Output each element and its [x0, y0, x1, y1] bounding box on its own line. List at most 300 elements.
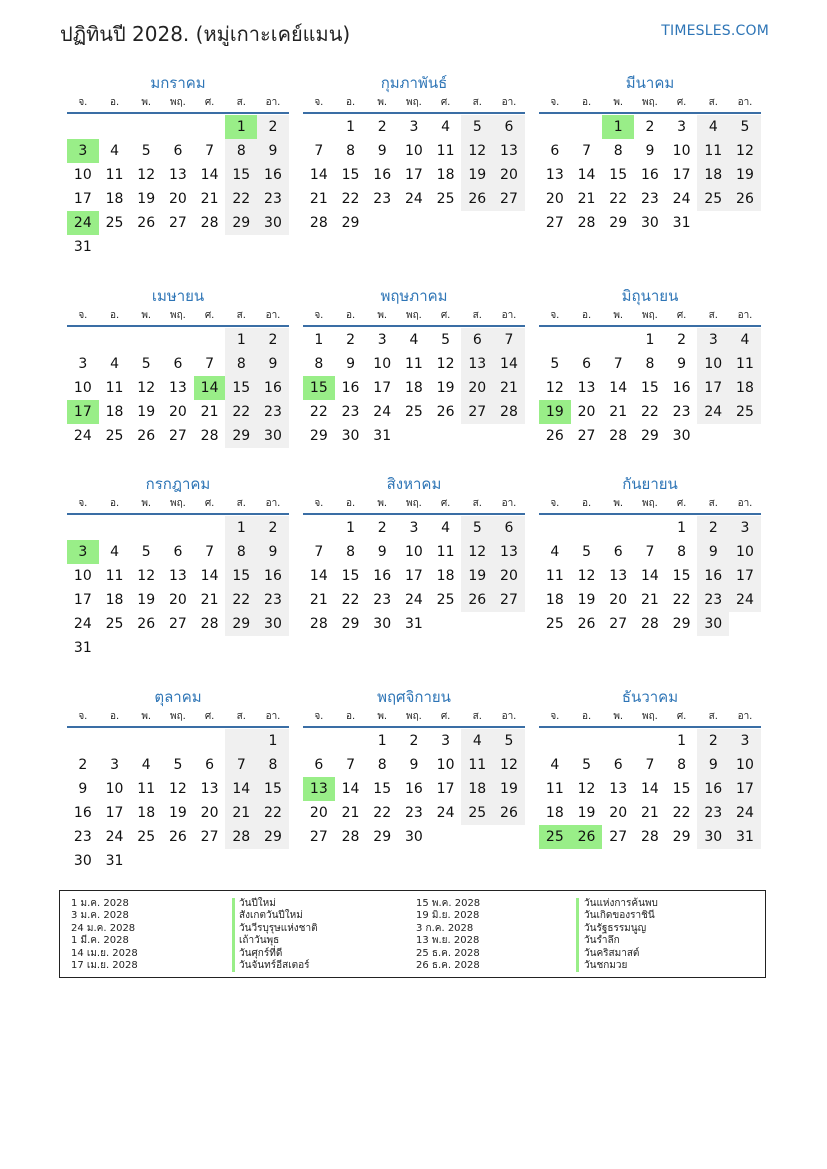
empty-cell	[729, 211, 761, 235]
day-cell: 19	[137, 404, 156, 420]
day-cell: 9	[78, 781, 88, 797]
day-cell: 17	[404, 167, 423, 183]
day-cell: 24	[729, 588, 761, 612]
day-cell: 7	[346, 757, 355, 773]
legend-name: วันจันทร์อีสเตอร์	[239, 960, 310, 972]
day-cell: 24	[404, 191, 423, 207]
weekday-header	[67, 307, 289, 327]
day-cell: 1	[346, 520, 355, 536]
day-cell: 27	[577, 428, 596, 444]
day-cell: 2	[257, 328, 289, 352]
day-cell: 15	[640, 380, 659, 396]
empty-cell	[162, 516, 194, 540]
empty-cell	[571, 328, 603, 352]
empty-cell	[257, 636, 289, 660]
day-cell: 6	[493, 516, 525, 540]
day-cell: 27	[168, 215, 187, 231]
day-cell: 15	[672, 568, 691, 584]
weekday-label: อ.	[345, 97, 356, 108]
day-cell: 18	[461, 777, 493, 801]
day-cell: 19	[168, 805, 187, 821]
day-cell: 4	[697, 115, 729, 139]
empty-cell	[461, 825, 493, 849]
day-grid	[67, 729, 289, 873]
empty-cell	[194, 235, 226, 259]
day-cell: 28	[577, 215, 596, 231]
legend-name: วันรัฐธรรมนูญ	[584, 922, 647, 934]
day-cell: 27	[545, 215, 564, 231]
legend-date: 19 มิ.ย. 2028	[416, 910, 480, 922]
empty-cell	[194, 729, 226, 753]
empty-cell	[430, 424, 462, 448]
month-block	[539, 686, 761, 849]
day-cell: 27	[309, 829, 328, 845]
day-cell: 14	[309, 568, 328, 584]
day-cell: 29	[609, 215, 628, 231]
legend-name: วันรำลึก	[584, 935, 620, 947]
weekday-label: อ.	[581, 498, 592, 509]
day-cell: 29	[341, 616, 360, 632]
day-cell: 5	[461, 115, 493, 139]
day-cell: 5	[582, 757, 591, 773]
day-cell: 14	[577, 167, 596, 183]
day-cell: 22	[225, 400, 257, 424]
day-cell: 2	[377, 520, 387, 536]
day-cell: 19	[436, 380, 455, 396]
day-cell: 25	[105, 215, 124, 231]
month-name: มีนาคม	[625, 74, 675, 92]
day-cell: 17	[404, 568, 423, 584]
empty-cell	[697, 424, 729, 448]
legend-name: วันปีใหม่	[239, 898, 276, 909]
day-cell: 23	[73, 829, 92, 845]
day-cell: 12	[168, 781, 187, 797]
legend-dates-1	[71, 898, 138, 972]
weekday-header	[539, 307, 761, 327]
month-block	[303, 473, 525, 636]
day-cell: 21	[493, 376, 525, 400]
empty-cell	[493, 211, 525, 235]
month-name: ตุลาคม	[154, 688, 202, 706]
weekday-label: อา.	[265, 310, 281, 321]
day-cell: 20	[309, 805, 328, 821]
day-cell: 15	[341, 568, 360, 584]
day-cell: 14	[200, 167, 219, 183]
day-cell: 26	[137, 616, 156, 632]
day-cell: 5	[729, 115, 761, 139]
weekday-header	[539, 94, 761, 114]
weekday-label: อ.	[345, 498, 356, 509]
day-cell: 15	[225, 564, 257, 588]
empty-cell	[99, 516, 131, 540]
weekday-label: ศ.	[676, 310, 687, 321]
day-cell: 17	[73, 191, 92, 207]
day-cell: 13	[168, 380, 187, 396]
day-cell: 20	[168, 592, 187, 608]
day-cell: 19	[539, 400, 571, 424]
day-cell: 24	[404, 592, 423, 608]
empty-cell	[194, 636, 226, 660]
day-grid	[539, 115, 761, 235]
day-cell: 22	[309, 404, 328, 420]
day-cell: 20	[461, 376, 493, 400]
day-cell: 21	[640, 592, 659, 608]
empty-cell	[99, 115, 131, 139]
day-cell: 21	[609, 404, 628, 420]
day-cell: 29	[341, 215, 360, 231]
day-cell: 6	[613, 757, 623, 773]
weekday-label: พฤ.	[641, 498, 658, 509]
day-cell: 14	[609, 380, 628, 396]
weekday-label: ศ.	[440, 310, 451, 321]
empty-cell	[303, 115, 335, 139]
day-cell: 28	[200, 215, 219, 231]
empty-cell	[194, 328, 226, 352]
month-block	[303, 686, 525, 849]
day-cell: 3	[677, 119, 687, 135]
day-cell: 15	[609, 167, 628, 183]
legend-name: วันแห่งการค้นพบ	[584, 898, 658, 909]
weekday-header	[303, 307, 525, 327]
day-cell: 20	[493, 163, 525, 187]
day-cell: 13	[493, 139, 525, 163]
day-cell: 10	[73, 167, 92, 183]
day-cell: 21	[225, 801, 257, 825]
weekday-label: อ.	[109, 97, 120, 108]
day-cell: 19	[137, 592, 156, 608]
day-cell: 10	[373, 356, 392, 372]
day-cell: 9	[409, 757, 419, 773]
day-cell: 13	[577, 380, 596, 396]
day-cell: 13	[545, 167, 564, 183]
day-cell: 7	[314, 544, 324, 560]
empty-cell	[130, 328, 162, 352]
day-cell: 17	[73, 592, 92, 608]
weekday-label: ส.	[708, 711, 718, 722]
empty-cell	[571, 516, 603, 540]
day-cell: 4	[441, 119, 451, 135]
empty-cell	[130, 729, 162, 753]
day-cell: 16	[257, 564, 289, 588]
weekday-label: พ.	[613, 97, 624, 108]
month-block	[303, 285, 525, 448]
day-cell: 12	[729, 139, 761, 163]
day-cell: 12	[461, 540, 493, 564]
day-cell: 16	[73, 805, 92, 821]
day-cell: 10	[73, 568, 92, 584]
day-cell: 26	[436, 404, 455, 420]
empty-cell	[99, 729, 131, 753]
day-cell: 7	[493, 328, 525, 352]
empty-cell	[130, 849, 162, 873]
day-cell: 20	[168, 191, 187, 207]
day-cell: 30	[697, 825, 729, 849]
legend-name: วันศุกร์ที่ดี	[239, 947, 283, 959]
month-block	[539, 473, 761, 636]
day-cell: 19	[137, 191, 156, 207]
weekday-label: พฤ.	[169, 498, 186, 509]
day-cell: 22	[373, 805, 392, 821]
weekday-label: ศ.	[440, 711, 451, 722]
day-cell: 6	[582, 356, 591, 372]
weekday-label: พ.	[613, 498, 624, 509]
day-cell: 1	[677, 520, 687, 536]
day-cell: 3	[441, 733, 451, 749]
day-cell: 3	[729, 516, 761, 540]
weekday-label: อา.	[265, 498, 281, 509]
empty-cell	[335, 729, 367, 753]
day-cell: 23	[373, 592, 392, 608]
weekday-label: ส.	[472, 310, 482, 321]
day-cell: 22	[672, 805, 691, 821]
day-cell: 21	[200, 191, 219, 207]
day-cell: 9	[377, 143, 387, 159]
weekday-label: อา.	[737, 498, 753, 509]
weekday-label: อ.	[345, 310, 356, 321]
day-cell: 5	[141, 544, 151, 560]
day-cell: 5	[550, 356, 560, 372]
weekday-label: พฤ.	[641, 310, 658, 321]
empty-cell	[162, 729, 194, 753]
empty-cell	[130, 115, 162, 139]
day-cell: 18	[729, 376, 761, 400]
month-block	[67, 686, 289, 873]
legend-dates-2	[416, 898, 480, 972]
legend-name: เถ้าวันพุธ	[239, 935, 280, 947]
weekday-label: พ.	[377, 97, 388, 108]
day-cell: 8	[225, 540, 257, 564]
weekday-label: พฤ.	[405, 498, 422, 509]
day-cell: 15	[303, 376, 335, 400]
empty-cell	[729, 424, 761, 448]
day-cell: 3	[729, 729, 761, 753]
day-cell: 17	[373, 380, 392, 396]
weekday-label: จ.	[78, 711, 88, 722]
weekday-label: พ.	[377, 711, 388, 722]
weekday-label: ส.	[708, 97, 718, 108]
day-cell: 19	[577, 805, 596, 821]
day-cell: 22	[341, 191, 360, 207]
day-grid	[539, 516, 761, 636]
day-cell: 13	[609, 568, 628, 584]
weekday-label: ศ.	[676, 711, 687, 722]
weekday-header	[303, 94, 525, 114]
day-cell: 17	[436, 781, 455, 797]
day-cell: 9	[257, 352, 289, 376]
empty-cell	[366, 211, 398, 235]
weekday-label: พ.	[613, 310, 624, 321]
month-name: มกราคม	[150, 74, 206, 92]
day-cell: 23	[341, 404, 360, 420]
month-name: กุมภาพันธ์	[380, 74, 448, 92]
day-cell: 8	[613, 143, 623, 159]
day-cell: 21	[341, 805, 360, 821]
day-cell: 29	[257, 825, 289, 849]
empty-cell	[99, 328, 131, 352]
weekday-label: จ.	[314, 498, 324, 509]
weekday-label: อ.	[109, 498, 120, 509]
empty-cell	[461, 424, 493, 448]
day-cell: 28	[341, 829, 360, 845]
day-cell: 25	[729, 400, 761, 424]
day-cell: 23	[697, 801, 729, 825]
empty-cell	[67, 328, 99, 352]
weekday-label: ส.	[236, 498, 246, 509]
day-cell: 2	[346, 332, 355, 348]
weekday-label: จ.	[314, 97, 324, 108]
day-cell: 29	[373, 829, 392, 845]
day-cell: 14	[225, 777, 257, 801]
empty-cell	[602, 328, 634, 352]
day-cell: 26	[168, 829, 187, 845]
month-name: มิถุนายน	[621, 287, 679, 305]
legend-date: 1 ม.ค. 2028	[71, 898, 129, 909]
day-cell: 10	[672, 143, 691, 159]
month-name: พฤษภาคม	[380, 287, 448, 305]
day-cell: 24	[67, 211, 99, 235]
day-cell: 13	[200, 781, 219, 797]
weekday-label: ส.	[708, 310, 718, 321]
day-cell: 1	[645, 332, 655, 348]
day-cell: 14	[194, 376, 226, 400]
day-cell: 15	[672, 781, 691, 797]
day-grid	[539, 729, 761, 849]
legend-date: 14 เม.ย. 2028	[71, 947, 138, 959]
day-cell: 9	[377, 544, 387, 560]
day-cell: 26	[461, 588, 493, 612]
day-cell: 19	[577, 592, 596, 608]
day-grid	[303, 328, 525, 448]
empty-cell	[398, 424, 430, 448]
empty-cell	[194, 516, 226, 540]
weekday-label: ส.	[472, 711, 482, 722]
day-cell: 13	[168, 568, 187, 584]
day-cell: 10	[729, 540, 761, 564]
day-cell: 6	[173, 143, 183, 159]
weekday-label: ส.	[472, 498, 482, 509]
day-cell: 4	[550, 757, 560, 773]
day-cell: 26	[137, 215, 156, 231]
weekday-label: จ.	[550, 97, 560, 108]
empty-cell	[225, 636, 257, 660]
day-cell: 6	[461, 328, 493, 352]
empty-cell	[257, 849, 289, 873]
day-cell: 29	[225, 424, 257, 448]
day-cell: 3	[78, 356, 88, 372]
weekday-label: พ.	[377, 310, 388, 321]
day-cell: 8	[346, 544, 355, 560]
day-cell: 31	[73, 640, 92, 656]
day-cell: 11	[436, 143, 455, 159]
day-cell: 4	[441, 520, 451, 536]
day-cell: 7	[613, 356, 623, 372]
day-cell: 8	[257, 753, 289, 777]
day-cell: 4	[110, 143, 119, 159]
day-cell: 15	[225, 163, 257, 187]
day-cell: 25	[436, 592, 455, 608]
day-cell: 11	[436, 544, 455, 560]
day-cell: 8	[677, 757, 687, 773]
day-cell: 14	[200, 568, 219, 584]
day-cell: 1	[257, 729, 289, 753]
weekday-label: พ.	[613, 711, 624, 722]
day-cell: 28	[609, 428, 628, 444]
day-cell: 14	[493, 352, 525, 376]
day-cell: 10	[404, 143, 423, 159]
empty-cell	[493, 825, 525, 849]
day-cell: 13	[461, 352, 493, 376]
empty-cell	[602, 729, 634, 753]
day-cell: 16	[672, 380, 691, 396]
day-cell: 20	[493, 564, 525, 588]
weekday-label: ศ.	[204, 310, 215, 321]
day-cell: 31	[73, 239, 92, 255]
day-cell: 7	[314, 143, 324, 159]
day-cell: 3	[67, 540, 99, 564]
legend-names-2	[584, 898, 658, 972]
day-cell: 30	[257, 211, 289, 235]
empty-cell	[398, 211, 430, 235]
weekday-label: พ.	[141, 97, 152, 108]
weekday-label: ศ.	[204, 498, 215, 509]
day-cell: 27	[609, 829, 628, 845]
day-cell: 18	[436, 167, 455, 183]
legend-date: 26 ธ.ค. 2028	[416, 960, 480, 972]
day-cell: 18	[137, 805, 156, 821]
day-cell: 27	[493, 187, 525, 211]
weekday-header	[303, 708, 525, 728]
day-cell: 4	[409, 332, 419, 348]
day-cell: 29	[225, 211, 257, 235]
day-cell: 9	[677, 356, 687, 372]
empty-cell	[729, 612, 761, 636]
day-cell: 21	[309, 191, 328, 207]
legend-date: 3 ม.ค. 2028	[71, 910, 129, 922]
day-cell: 9	[257, 139, 289, 163]
empty-cell	[571, 115, 603, 139]
weekday-label: จ.	[78, 498, 88, 509]
day-cell: 28	[309, 215, 328, 231]
day-cell: 29	[672, 616, 691, 632]
weekday-label: จ.	[314, 310, 324, 321]
day-cell: 16	[373, 568, 392, 584]
weekday-label: พฤ.	[169, 97, 186, 108]
weekday-label: จ.	[550, 310, 560, 321]
day-grid	[303, 729, 525, 849]
month-block	[67, 473, 289, 660]
day-cell: 8	[677, 544, 687, 560]
empty-cell	[130, 235, 162, 259]
day-cell: 4	[141, 757, 151, 773]
day-cell: 1	[602, 115, 634, 139]
weekday-label: อา.	[737, 310, 753, 321]
day-cell: 23	[373, 191, 392, 207]
day-cell: 8	[645, 356, 655, 372]
day-cell: 26	[545, 428, 564, 444]
empty-cell	[303, 516, 335, 540]
day-cell: 5	[173, 757, 183, 773]
day-cell: 18	[105, 404, 124, 420]
day-cell: 19	[461, 564, 493, 588]
day-cell: 28	[640, 829, 659, 845]
day-cell: 5	[461, 516, 493, 540]
day-cell: 11	[105, 380, 124, 396]
day-cell: 9	[346, 356, 355, 372]
day-cell: 6	[173, 356, 183, 372]
day-cell: 12	[137, 568, 156, 584]
empty-cell	[67, 729, 99, 753]
site-logo[interactable]: TIMESLES.COM	[661, 23, 769, 39]
